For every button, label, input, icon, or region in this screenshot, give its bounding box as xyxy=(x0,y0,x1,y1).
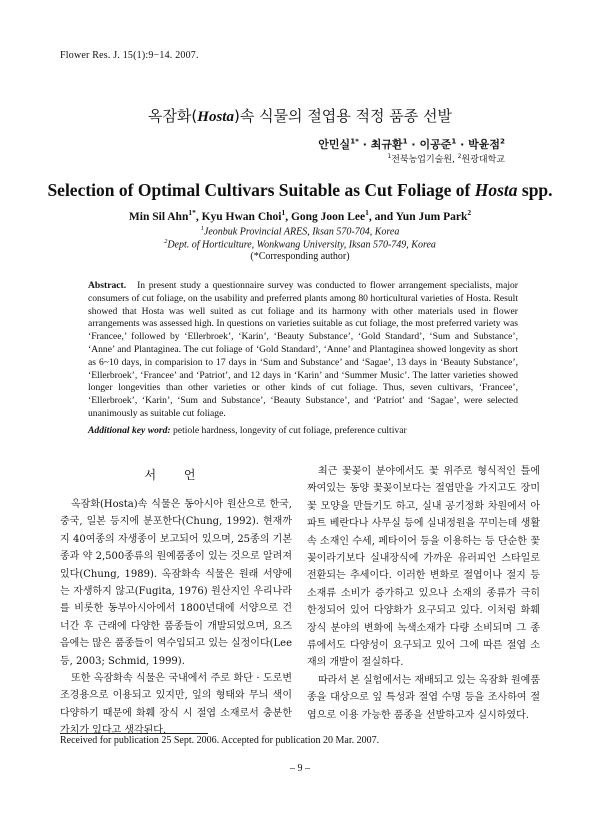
affil-sup: 1 xyxy=(200,225,204,232)
english-affiliation-2-text: Dept. of Horticulture, Wonkwang University, Iksan 570-749, Korea xyxy=(167,239,436,251)
body-column-right xyxy=(307,463,540,724)
english-author-name: Min Sil Ahn xyxy=(128,210,189,223)
keywords-text: petiole hardness, longevity of cut foliage, preference cultivar xyxy=(170,425,407,436)
korean-author-name: 이공준 xyxy=(419,138,452,151)
author-separator: · xyxy=(456,138,469,151)
english-title xyxy=(0,180,600,201)
english-title-genus: Hosta xyxy=(474,180,518,200)
english-author-sup: 1* xyxy=(188,208,196,217)
korean-title xyxy=(0,105,600,126)
english-author-sup: 1 xyxy=(365,208,369,217)
korean-title-pre: 옥잠화( xyxy=(147,107,198,125)
korean-author-name: 안민실 xyxy=(318,138,351,151)
affil-sup: 2 xyxy=(164,238,168,245)
body-column-left xyxy=(60,496,292,740)
korean-author-sup: 2 xyxy=(500,136,505,146)
korean-author-name: 박윤점 xyxy=(468,138,501,151)
author-comma: , xyxy=(195,210,202,223)
english-title-pre: Selection of Optimal Cultivars Suitable as Cut Foliage of xyxy=(47,180,475,200)
page-number: – 9 – xyxy=(290,763,310,774)
korean-title-genus: Hosta xyxy=(197,109,234,125)
body-paragraph: 또한 옥잠화속 식물은 국내에서 주로 화단 · 도로변 조경용으로 이용되고 있지만, 잎의 형태와 무늬 색이 다양하기 때문에 화훼 장식 시 절엽 소재로서 충분한 가치가 있다고 생각된다. xyxy=(60,673,292,737)
affil-sup: 1 xyxy=(387,154,392,160)
author-separator: · xyxy=(358,138,371,151)
author-separator: · xyxy=(407,138,420,151)
english-affiliation-1-text: Jeonbuk Provincial ARES, Iksan 570-704, Korea xyxy=(203,226,400,238)
korean-authors xyxy=(318,136,505,152)
korean-author-sup: 1 xyxy=(451,136,457,146)
body-paragraph: 옥잠화(Hosta)속 식물은 동아시아 원산으로 한국, 중국, 일본 등지에 분포한다(Chung, 1992). 현재까지 40여종의 자생종이 보고되어 있으며, 25종의 기본종과 약 2,500종류의 원예품종이 있는 것으로 알려져 있다(Chung, 1989). 옥잠화속 식물은 원래 서양에는 자생하지 않고(Fugita, 1976) 원산지인 우리나라를 비롯한 동부아시아에서 1800년대에 서양으로 건너간 후 근래에 다양한 품종들이 개발되었으며, 요즈음에는 많은 품종들이 역수입되고 있는 실정이다(Lee 등, 2003; Schmid, 1999). xyxy=(60,499,292,667)
english-affiliation-2 xyxy=(0,238,600,250)
english-title-post: spp. xyxy=(517,180,553,200)
english-author-sup: 2 xyxy=(467,208,472,217)
footnote-divider xyxy=(60,733,208,734)
body-paragraph: 최근 꽃꽂이 분야에서도 꽃 위주로 형식적인 틀에 짜여있는 동양 꽃꽂이보다는 절엽만을 가지고도 장미꽃 모양을 만들기도 하고, 실내 공기정화 차원에서 아파트 베란다나 사무실 등에 실내정원을 꾸미는데 생활속 소재인 수세, 페타이어 등을 이용하는 등 단순한 꽃꽂이라기보다 실내장식에 가까운 유러피언 스타일로 전환되는 추세이다. 이러한 변화로 절엽이나 절지 등 소재류 소비가 증가하고 있으나 소재의 종류가 극히 한정되어 있어 다양화가 요구되고 있다. 이처럼 화훼장식 분야의 변화에 녹색소재가 다량 소비되며 그 종류에서도 다양성이 요구되고 있어 그에 따른 절엽 소재의 개발이 절실하다. xyxy=(307,466,540,669)
english-affiliation-1 xyxy=(0,225,600,237)
body-paragraph: 따라서 본 실험에서는 재배되고 있는 옥잠화 원예품종을 대상으로 잎 특성과 절엽 수명 등을 조사하여 절엽으로 이용 가능한 품종을 선발하고자 실시하였다. xyxy=(307,674,540,721)
author-comma: , xyxy=(285,210,291,223)
abstract-label: Abstract. xyxy=(88,280,127,291)
keywords-label: Additional key word: xyxy=(88,425,171,436)
korean-author-sup: 1* xyxy=(350,136,359,146)
english-author-name: Yun Jum Park xyxy=(395,210,468,223)
korean-affiliation-1: 전북농업기술원, xyxy=(391,155,458,165)
abstract-text: In present study a questionnaire survey was conducted to flower arrangement specialists, major consumers of cut foliage, on the usability and preferred plants among 80 horticultural varieties of Hosta. Result showed that Hosta was well suited as cut foliage and its harmony with other materials used in flower arrangements was assessed high. In questions on varieties suitable as cut foliage, the most preferred variety was ‘Francee,’ followed by ‘Ellerbroek’, ‘Karin’, ‘Beauty Substance’, ‘Gold Standard’, ‘Sum and Substance’, ‘Anne’ and Plantaginea. The cut foliage of ‘Gold Standard’, ‘Anne’ and Plantaginea showed longevity as short as 6~10 days, in comparision to 17 days in ‘Sum and Substance’ and ‘Sagae’, 13 days in ‘Beauty Substance’, ‘Ellerbroek’, ‘Francee’ and ‘Patriot’, and 12 days in ‘Karin’ and ‘Summer Music’. The latter varieties showed longer longevities than other varieties or other kinds of cut foliage. Thus, seven cultivars, ‘Francee’, ‘Ellerbroek’, ‘Karin’, ‘Sum and Substance’, ‘Beauty Substance’, and ‘Patriot’ and ‘Sagae’, were selected unanimously as suitable cut foliage. xyxy=(88,280,518,419)
korean-author-sup: 1 xyxy=(402,136,408,146)
journal-citation: Flower Res. J. 15(1):9−14. 2007. xyxy=(60,50,199,61)
english-authors xyxy=(0,208,600,223)
received-note: Received for publication 25 Sept. 2006. Accepted for publication 20 Mar. 2007. xyxy=(60,735,380,746)
author-and: , and xyxy=(368,210,396,223)
affil-sup: 2 xyxy=(457,154,462,160)
english-author-name: Gong Joon Lee xyxy=(290,210,366,223)
korean-affiliations xyxy=(387,152,505,165)
korean-author-name: 최규환 xyxy=(370,138,403,151)
abstract xyxy=(88,280,518,421)
korean-affiliation-2: 원광대학교 xyxy=(461,155,505,165)
corresponding-author-note: (*Corresponding author) xyxy=(250,251,350,262)
english-author-sup: 1 xyxy=(281,208,286,217)
section-heading-introduction: 서 언 xyxy=(144,468,208,482)
english-author-name: Kyu Hwan Choi xyxy=(201,210,282,223)
korean-title-post: )속 식물의 절엽용 적정 품종 선발 xyxy=(233,107,453,125)
keywords xyxy=(88,425,518,436)
